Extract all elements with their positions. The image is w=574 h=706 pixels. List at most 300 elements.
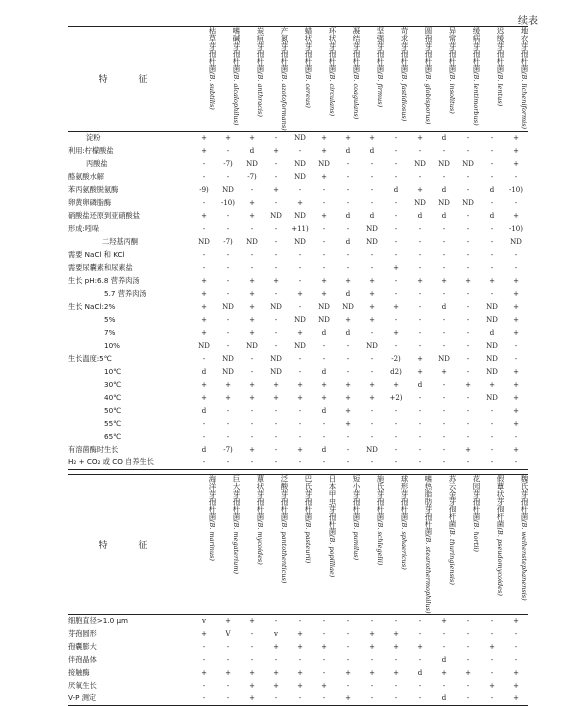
table-cell: - bbox=[370, 367, 374, 376]
table-cell: - bbox=[466, 133, 470, 142]
table-cell: + bbox=[393, 302, 399, 311]
species-name-zh: 日本甲虫芽孢杆菌 bbox=[328, 475, 337, 535]
table-cell: -2) bbox=[391, 354, 401, 363]
feature-header: 特 征 bbox=[98, 540, 162, 551]
table-cell: - bbox=[466, 616, 470, 625]
table-cell: - bbox=[322, 341, 326, 350]
table-cell: + bbox=[417, 354, 423, 363]
species-header bbox=[360, 27, 384, 132]
table-cell: ND bbox=[198, 341, 210, 350]
species-header bbox=[288, 27, 312, 132]
table-row bbox=[68, 131, 528, 144]
table-cell: - bbox=[490, 172, 494, 181]
table-cell: + bbox=[513, 367, 519, 376]
table-cell: - bbox=[466, 341, 470, 350]
table-cell: + bbox=[417, 133, 423, 142]
species-header bbox=[264, 475, 288, 615]
species-name-latin: (B. stearothermophilus) bbox=[424, 535, 432, 614]
table-row bbox=[68, 443, 528, 456]
table-cell: + bbox=[513, 393, 519, 402]
row-label: 生长 pH:6.8 营养肉汤 bbox=[68, 275, 140, 285]
row-label: 65℃ bbox=[104, 432, 122, 442]
table-cell: - bbox=[370, 616, 374, 625]
table-row bbox=[68, 235, 528, 248]
table-cell: - bbox=[322, 694, 326, 703]
table-cell: - bbox=[466, 406, 470, 415]
species-header bbox=[240, 475, 264, 615]
species-name-zh: 魏氏芽孢杆菌 bbox=[520, 475, 529, 520]
table-cell: + bbox=[297, 328, 303, 337]
table-cell: + bbox=[249, 289, 255, 298]
species-header bbox=[192, 475, 216, 615]
table-cell: - bbox=[370, 172, 374, 181]
table-cell: - bbox=[466, 315, 470, 324]
table-cell: + bbox=[489, 681, 495, 690]
table-cell: ND bbox=[486, 315, 498, 324]
table-cell: - bbox=[298, 276, 302, 285]
table-cell: + bbox=[393, 642, 399, 651]
species-header bbox=[480, 27, 504, 132]
table-cell: - bbox=[394, 655, 398, 664]
table-cell: + bbox=[489, 276, 495, 285]
row-label: H₂ + CO₂ 或 CO 自养生长 bbox=[68, 457, 154, 467]
table-cell: + bbox=[225, 668, 231, 677]
row-label: 5.7 营养肉汤 bbox=[104, 288, 147, 298]
table-cell: - bbox=[490, 146, 494, 155]
table-cell: + bbox=[297, 380, 303, 389]
table-cell: - bbox=[490, 406, 494, 415]
table-cell: - bbox=[346, 198, 350, 207]
table-cell: -7) bbox=[223, 159, 233, 168]
table-cell: d bbox=[321, 445, 327, 454]
table-cell: ND bbox=[438, 159, 450, 168]
table-cell: + bbox=[249, 681, 255, 690]
table-cell: ND bbox=[366, 341, 378, 350]
table-row bbox=[68, 222, 528, 235]
table-cell: - bbox=[490, 419, 494, 428]
table-cell: - bbox=[490, 655, 494, 664]
species-header bbox=[360, 475, 384, 615]
table-cell: - bbox=[466, 302, 470, 311]
table-cell: ND bbox=[246, 237, 258, 246]
species-name-zh: 炭疽芽孢杆菌 bbox=[256, 27, 265, 72]
table-cell: - bbox=[250, 367, 254, 376]
table-cell: - bbox=[442, 315, 446, 324]
table-cell: - bbox=[202, 642, 206, 651]
table-cell: d bbox=[369, 146, 375, 155]
table-cell: - bbox=[346, 432, 350, 441]
table-cell: + bbox=[201, 146, 207, 155]
table-cell: - bbox=[418, 328, 422, 337]
table-cell: - bbox=[394, 315, 398, 324]
table-cell: - bbox=[418, 341, 422, 350]
table-cell: - bbox=[442, 224, 446, 233]
table-cell: - bbox=[322, 263, 326, 272]
table-cell: ND bbox=[318, 302, 330, 311]
species-name-latin: (B. mycoides) bbox=[256, 520, 264, 565]
table-cell: - bbox=[418, 224, 422, 233]
species-name-zh: 嗜热脂肪芽孢杆菌 bbox=[424, 475, 433, 535]
table-cell: - bbox=[370, 328, 374, 337]
species-name-zh: 巴氏芽孢杆菌 bbox=[304, 475, 313, 520]
table-cell: + bbox=[345, 276, 351, 285]
species-header bbox=[312, 27, 336, 132]
table-cell: - bbox=[418, 172, 422, 181]
table-cell: - bbox=[322, 458, 326, 467]
table-cell: ND bbox=[270, 211, 282, 220]
table-cell: + bbox=[273, 185, 279, 194]
table-cell: - bbox=[298, 419, 302, 428]
table-cell: - bbox=[250, 655, 254, 664]
table-cell: ND bbox=[486, 393, 498, 402]
table-cell: - bbox=[466, 629, 470, 638]
table-cell: - bbox=[226, 211, 230, 220]
species-name-zh: 坚强芽孢杆菌 bbox=[376, 27, 385, 72]
table-cell: - bbox=[394, 224, 398, 233]
table-row bbox=[68, 261, 528, 274]
table-cell: - bbox=[490, 159, 494, 168]
table-cell: - bbox=[274, 250, 278, 259]
table-cell: + bbox=[321, 172, 327, 181]
table-cell: ND bbox=[198, 237, 210, 246]
species-header bbox=[432, 475, 456, 615]
table-cell: - bbox=[394, 289, 398, 298]
table-cell: - bbox=[346, 367, 350, 376]
table-cell: - bbox=[514, 198, 518, 207]
table-cell: d bbox=[489, 211, 495, 220]
table-cell: - bbox=[274, 406, 278, 415]
table-cell: - bbox=[442, 419, 446, 428]
table-cell: - bbox=[394, 432, 398, 441]
table-cell: - bbox=[250, 458, 254, 467]
table-cell: - bbox=[490, 458, 494, 467]
table-cell: + bbox=[417, 367, 423, 376]
table-cell: - bbox=[514, 263, 518, 272]
table-cell: - bbox=[322, 616, 326, 625]
row-label: 需要 NaCl 和 KCl bbox=[68, 249, 125, 259]
row-label: 50℃ bbox=[104, 406, 122, 416]
table-cell: + bbox=[201, 629, 207, 638]
species-header bbox=[216, 27, 240, 132]
table-cell: + bbox=[249, 616, 255, 625]
table-cell: d bbox=[345, 237, 351, 246]
table-cell: + bbox=[321, 681, 327, 690]
table-cell: - bbox=[466, 354, 470, 363]
table-cell: - bbox=[514, 172, 518, 181]
table-cell: - bbox=[490, 198, 494, 207]
row-label: 利用:柠檬酸盐 bbox=[68, 145, 114, 155]
table-cell: ND bbox=[342, 302, 354, 311]
species-name-zh: 蜡状芽孢杆菌 bbox=[304, 27, 313, 72]
table-cell: - bbox=[226, 224, 230, 233]
table-cell: - bbox=[418, 432, 422, 441]
table-cell: + bbox=[345, 406, 351, 415]
table-cell: + bbox=[465, 668, 471, 677]
table-cell: + bbox=[249, 276, 255, 285]
table-cell: + bbox=[201, 289, 207, 298]
species-name-latin: (B. globisporus) bbox=[424, 72, 432, 125]
table-cell: d bbox=[393, 185, 399, 194]
table-cell: - bbox=[274, 458, 278, 467]
table-cell: + bbox=[249, 211, 255, 220]
table-cell: - bbox=[322, 655, 326, 664]
table-cell: ND bbox=[486, 302, 498, 311]
table-cell: - bbox=[442, 458, 446, 467]
table-cell: d bbox=[321, 328, 327, 337]
table-cell: v bbox=[202, 616, 206, 625]
table-cell: d bbox=[441, 302, 447, 311]
species-header bbox=[384, 27, 408, 132]
species-header bbox=[336, 27, 360, 132]
table-cell: + bbox=[273, 681, 279, 690]
table-cell: + bbox=[273, 393, 279, 402]
table-cell: + bbox=[369, 668, 375, 677]
table-row bbox=[68, 287, 528, 300]
species-name-latin: (B. pseudomycoides) bbox=[496, 527, 504, 596]
table-cell: -10) bbox=[508, 185, 523, 194]
table-row bbox=[68, 313, 528, 326]
species-name-zh: 圆孢芽孢杆菌 bbox=[424, 27, 433, 72]
species-name-latin: (B. lentimorbus) bbox=[472, 72, 480, 126]
table-cell: - bbox=[442, 445, 446, 454]
table-cell: -7) bbox=[223, 237, 233, 246]
table-cell: + bbox=[369, 629, 375, 638]
species-name-latin: (B. pasteurii) bbox=[304, 520, 312, 564]
table-cell: - bbox=[394, 681, 398, 690]
species-name-zh: 异常芽孢杆菌 bbox=[448, 27, 457, 72]
table-cell: - bbox=[466, 263, 470, 272]
table-cell: - bbox=[370, 432, 374, 441]
table-cell: - bbox=[346, 616, 350, 625]
table-row bbox=[68, 666, 528, 679]
table-cell: - bbox=[442, 642, 446, 651]
table-cell: + bbox=[345, 315, 351, 324]
species-header bbox=[240, 27, 264, 132]
table-cell: - bbox=[250, 642, 254, 651]
table-cell: + bbox=[225, 133, 231, 142]
table-cell: - bbox=[370, 406, 374, 415]
table-cell: - bbox=[466, 419, 470, 428]
table-cell: - bbox=[490, 445, 494, 454]
table-cell: - bbox=[346, 445, 350, 454]
table-cell: - bbox=[226, 432, 230, 441]
table-cell: - bbox=[418, 458, 422, 467]
table-cell: +2) bbox=[389, 393, 403, 402]
table-cell: + bbox=[297, 445, 303, 454]
table-cell: -7) bbox=[247, 172, 257, 181]
species-header bbox=[456, 27, 480, 132]
table-cell: ND bbox=[222, 185, 234, 194]
table-cell: ND bbox=[366, 237, 378, 246]
table-cell: -10) bbox=[508, 224, 523, 233]
table-cell: - bbox=[418, 616, 422, 625]
table-cell: d bbox=[321, 367, 327, 376]
species-name-latin: (B. licheniformis) bbox=[520, 72, 528, 130]
table-cell: - bbox=[466, 328, 470, 337]
table-cell: - bbox=[370, 159, 374, 168]
table-cell: - bbox=[466, 432, 470, 441]
table-cell: ND bbox=[462, 198, 474, 207]
table-cell: + bbox=[225, 616, 231, 625]
species-header bbox=[504, 475, 528, 615]
table-cell: + bbox=[513, 419, 519, 428]
table-cell: d bbox=[345, 289, 351, 298]
table-cell: - bbox=[490, 694, 494, 703]
table-cell: - bbox=[298, 263, 302, 272]
table-cell: + bbox=[201, 133, 207, 142]
table-row bbox=[68, 404, 528, 417]
table-cell: - bbox=[346, 185, 350, 194]
species-name-zh: 假蕈状芽孢杆菌 bbox=[496, 475, 505, 528]
table-cell: +11) bbox=[291, 224, 309, 233]
table-cell: - bbox=[274, 616, 278, 625]
table-cell: + bbox=[465, 380, 471, 389]
table-cell: - bbox=[202, 172, 206, 181]
table-cell: - bbox=[514, 432, 518, 441]
table-cell: - bbox=[226, 458, 230, 467]
table-cell: - bbox=[418, 302, 422, 311]
table-cell: - bbox=[346, 629, 350, 638]
table-cell: - bbox=[250, 629, 254, 638]
table-cell: - bbox=[418, 694, 422, 703]
table-cell: - bbox=[298, 616, 302, 625]
table-cell: - bbox=[394, 458, 398, 467]
table-cell: + bbox=[513, 616, 519, 625]
table-cell: - bbox=[274, 237, 278, 246]
table-row bbox=[68, 417, 528, 430]
table-cell: d bbox=[489, 185, 495, 194]
table-cell: + bbox=[513, 276, 519, 285]
table-cell: - bbox=[466, 224, 470, 233]
table-cell: + bbox=[417, 276, 423, 285]
table-cell: - bbox=[346, 655, 350, 664]
table-cell: + bbox=[321, 211, 327, 220]
table-cell: + bbox=[513, 668, 519, 677]
table-cell: + bbox=[249, 445, 255, 454]
table-cell: - bbox=[226, 172, 230, 181]
row-label: 二羟基丙酮 bbox=[102, 236, 138, 246]
table-row bbox=[68, 209, 528, 222]
table-cell: - bbox=[274, 328, 278, 337]
table-cell: + bbox=[321, 380, 327, 389]
table-cell: - bbox=[466, 211, 470, 220]
table-cell: - bbox=[466, 642, 470, 651]
table-cell: - bbox=[298, 302, 302, 311]
table-cell: - bbox=[202, 681, 206, 690]
species-name-latin: (B. firmus) bbox=[376, 72, 384, 108]
table-row bbox=[68, 365, 528, 378]
table-cell: - bbox=[442, 237, 446, 246]
table-cell: ND bbox=[438, 198, 450, 207]
table-cell: - bbox=[490, 432, 494, 441]
table-cell: - bbox=[442, 263, 446, 272]
table-cell: d bbox=[441, 694, 447, 703]
table-cell: - bbox=[226, 146, 230, 155]
species-name-latin: (B. megaterium) bbox=[232, 520, 240, 575]
table-cell: + bbox=[393, 263, 399, 272]
table-cell: - bbox=[322, 185, 326, 194]
table-cell: + bbox=[273, 380, 279, 389]
row-label: 需要尿囊素和尿素盐 bbox=[68, 262, 133, 272]
table-cell: - bbox=[274, 445, 278, 454]
table-cell: + bbox=[513, 289, 519, 298]
table-cell: + bbox=[513, 302, 519, 311]
table-cell: - bbox=[298, 250, 302, 259]
table-row bbox=[68, 183, 528, 196]
table-cell: - bbox=[466, 393, 470, 402]
table-cell: - bbox=[394, 211, 398, 220]
table-cell: V bbox=[225, 629, 231, 638]
species-name-zh: 施氏芽孢杆菌 bbox=[376, 475, 385, 520]
table-cell: - bbox=[226, 655, 230, 664]
table-cell: + bbox=[201, 328, 207, 337]
table-cell: d bbox=[201, 367, 207, 376]
table-cell: - bbox=[274, 419, 278, 428]
table-cell: - bbox=[202, 655, 206, 664]
table-cell: + bbox=[201, 380, 207, 389]
table-cell: d bbox=[369, 211, 375, 220]
table-row bbox=[68, 196, 528, 209]
table-cell: + bbox=[321, 133, 327, 142]
table-row bbox=[68, 430, 528, 443]
table-cell: - bbox=[514, 655, 518, 664]
table-cell: - bbox=[514, 629, 518, 638]
table-cell: + bbox=[393, 380, 399, 389]
table-cell: - bbox=[226, 406, 230, 415]
table-cell: - bbox=[442, 681, 446, 690]
table-cell: - bbox=[514, 250, 518, 259]
table-cell: + bbox=[441, 668, 447, 677]
table-cell: - bbox=[274, 133, 278, 142]
table-cell: + bbox=[249, 393, 255, 402]
table-cell: - bbox=[346, 250, 350, 259]
species-name-latin: (B. alcalophilus) bbox=[232, 72, 240, 126]
table-cell: - bbox=[322, 224, 326, 233]
table-cell: - bbox=[202, 354, 206, 363]
table-cell: + bbox=[369, 276, 375, 285]
table-cell: + bbox=[513, 445, 519, 454]
table-cell: + bbox=[345, 393, 351, 402]
table-row bbox=[68, 300, 528, 313]
table-row bbox=[68, 144, 528, 157]
table-cell: + bbox=[321, 393, 327, 402]
table-cell: - bbox=[466, 694, 470, 703]
table-cell: d bbox=[345, 146, 351, 155]
table-cell: - bbox=[466, 289, 470, 298]
table-cell: + bbox=[513, 406, 519, 415]
table-cell: - bbox=[418, 406, 422, 415]
table-cell: d bbox=[345, 328, 351, 337]
table-cell: - bbox=[250, 419, 254, 428]
table-cell: + bbox=[297, 681, 303, 690]
table-cell: - bbox=[418, 681, 422, 690]
table-cell: - bbox=[418, 445, 422, 454]
table-cell: - bbox=[370, 354, 374, 363]
table-cell: ND bbox=[294, 172, 306, 181]
table-cell: d bbox=[321, 406, 327, 415]
table-cell: d bbox=[441, 133, 447, 142]
table-cell: - bbox=[274, 159, 278, 168]
table-cell: + bbox=[513, 380, 519, 389]
table-cell: + bbox=[249, 198, 255, 207]
table-cell: + bbox=[297, 198, 303, 207]
table-upper bbox=[68, 26, 528, 470]
table-cell: d bbox=[201, 445, 207, 454]
species-header bbox=[288, 475, 312, 615]
species-name-zh: 花园芽孢杆菌 bbox=[472, 475, 481, 520]
species-name-zh: 枯草芽孢杆菌 bbox=[208, 27, 217, 72]
table-cell: - bbox=[394, 406, 398, 415]
